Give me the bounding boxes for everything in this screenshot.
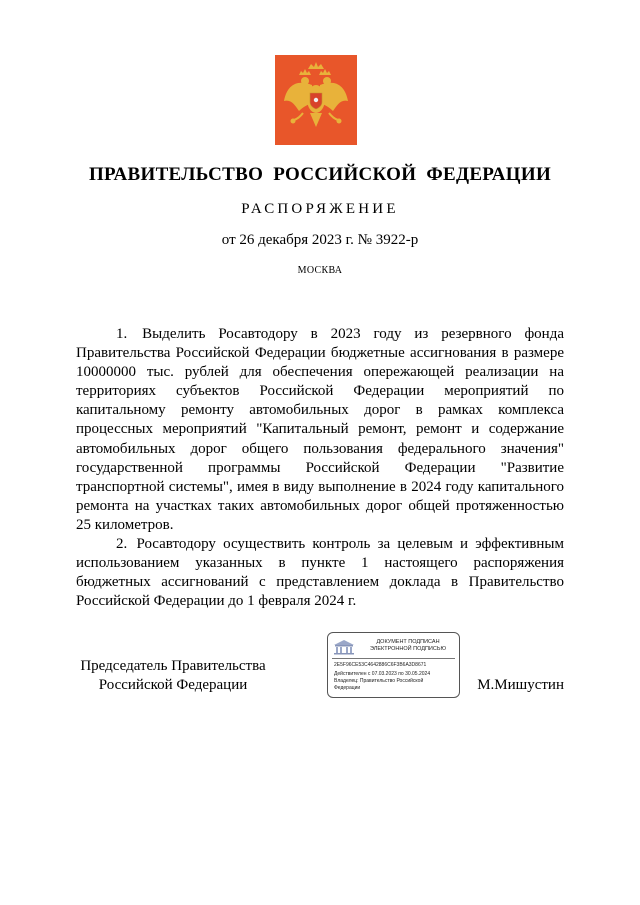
document-body [76, 325, 564, 611]
stamp-divider [332, 658, 455, 659]
electronic-signature-stamp [327, 632, 460, 698]
paragraph-number: 2. [116, 536, 128, 553]
stamp-header-line: ЭЛЕКТРОННОЙ ПОДПИСЬЮ [369, 646, 447, 652]
signer-position-line: Российской Федерации [98, 677, 248, 694]
paragraph-text: Выделить Росавтодору в 2023 году из резервного фонда Правительства Российской Федерации бюджетные ассигнования в размере 10000000 тыс. рублей для обеспечения опережающей реализации на территориях субъектов Российской Федерации мероприятий по капитальному ремонту автомобильных дорог в рамках комплекса процессных мероприятий "Капитальный ремонт, ремонт и содержание автомобильных дорог общего пользования федерального значения" государственной программы Российской Федерации "Развитие транспортной системы", имея в виду выполнение в 2024 году капитального ремонта на участках таких автомобильных дорог общей протяженностью 25 километров. [76, 326, 564, 533]
stamp-owner: Владелец: Правительство Российской [334, 678, 424, 684]
building-icon [333, 639, 355, 655]
stamp-header [358, 639, 458, 653]
stamp-certificate: 2E5F96CE53C4642886C6F3B6A3D8671 [334, 662, 427, 668]
city: МОСКВА [297, 265, 343, 276]
signer-position-line: Председатель Правительства [80, 658, 266, 674]
paragraph-text: Росавтодору осуществить контроль за целевым и эффективным использованием указанных в пункте 1 настоящего распоряжения бюджетных ассигнований с представлением доклада в Правительство Российской Федерации до 1 февраля 2024 г. [76, 536, 565, 610]
government-title: ПРАВИТЕЛЬСТВО РОССИЙСКОЙ ФЕДЕРАЦИИ [88, 164, 552, 185]
signer-position [79, 657, 267, 696]
signer-name: М.Мишустин [477, 677, 564, 693]
paragraph-2 [76, 535, 564, 611]
paragraph-1 [76, 325, 564, 535]
stamp-header-line: ДОКУМЕНТ ПОДПИСАН [376, 639, 440, 645]
coat-of-arms-icon [275, 55, 357, 145]
paragraph-number: 1. [116, 326, 128, 342]
document-date-number: от 26 декабря 2023 г. № 3922-р [221, 232, 419, 248]
stamp-validity: Действителен с 07.03.2023 по 30.05.2024 [334, 671, 431, 677]
document-type: РАСПОРЯЖЕНИЕ [241, 201, 399, 217]
stamp-owner: Федерации [334, 685, 361, 691]
